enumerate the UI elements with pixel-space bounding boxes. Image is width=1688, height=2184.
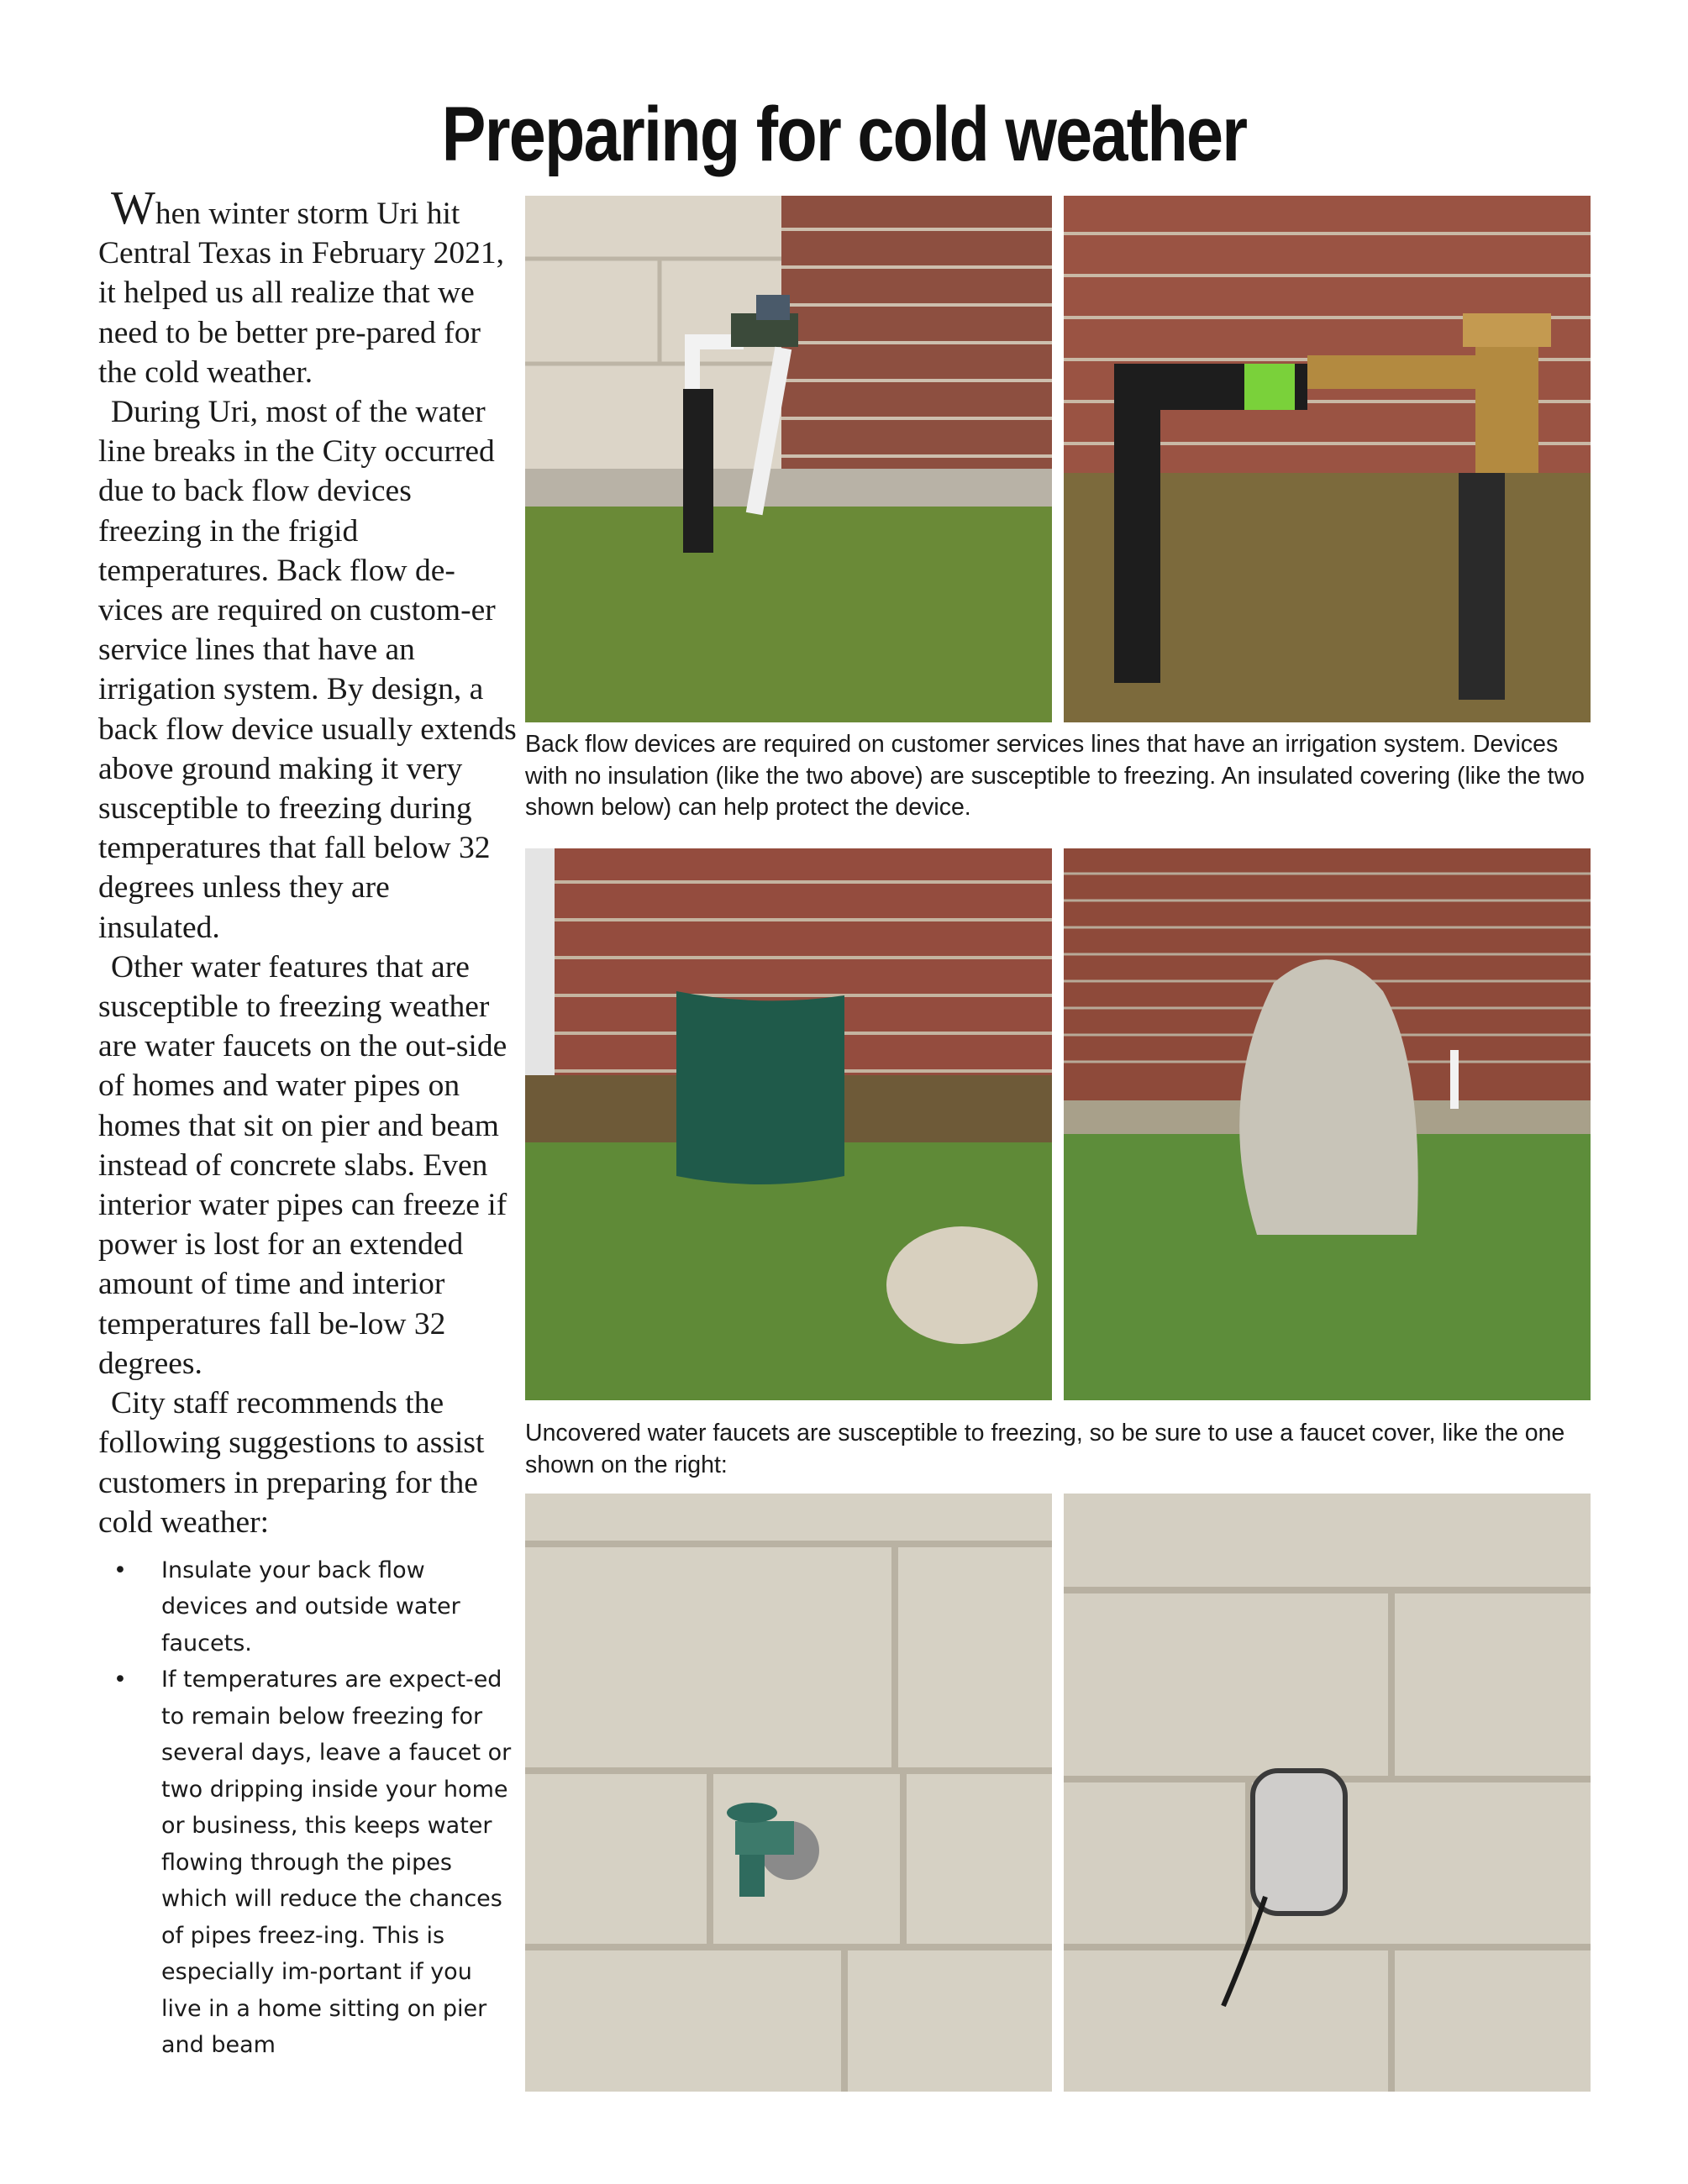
- photo-backflow-uninsulated-right: [1064, 196, 1591, 722]
- list-item: [98, 1662, 518, 2064]
- caption-backflow: Back flow devices are required on customer services lines that have an irrigation system. Devices with no insulation (like the two above) are susceptible to freezing. An insulated covering (like the two shown below) can help protect the device.: [525, 731, 1585, 821]
- bullet-dot: •: [113, 1557, 127, 1583]
- photo-backflow-uninsulated-left: [525, 196, 1052, 722]
- list-item: [98, 1552, 518, 1662]
- list-item-text: If temperatures are expect-ed to remain below freezing for several days, leave a faucet or two dripping inside your home or business, this keeps water flowing through the pipes which will reduce the chances of pipes freez-ing. This is especially im-portant if you live in a home sitting on pier and beam: [161, 1667, 512, 2059]
- article-paragraph-1: [98, 182, 518, 392]
- article-column: [98, 182, 518, 2064]
- list-item-text: Insulate your back flow devices and outside water faucets.: [161, 1557, 460, 1656]
- article-paragraph-3: Other water features that are susceptible to freezing weather are water faucets on the out-side of homes and water pipes on homes that sit on pier and beam instead of concrete slabs. Even interior water pipes can freeze if power is lost for an extended amount of time and interior temperatures fall be-low 32 degrees.: [98, 949, 507, 1381]
- photo-faucet-covered: [1064, 1494, 1591, 2092]
- bullet-dot: •: [113, 1667, 127, 1693]
- caption-faucet: Uncovered water faucets are susceptible to freezing, so be sure to use a faucet cover, like the one shown on the right:: [525, 1420, 1565, 1478]
- photo-backflow-rock-cover: [1064, 848, 1591, 1400]
- article-paragraph-2: During Uri, most of the water line breaks in the City occurred due to back flow devices freezing in the frigid temperatures. Back flow de-vices are required on custom-er service lines that have an irrigation system. By design, a back flow device usually extends above ground making it very susceptible to freezing during temperatures that fall below 32 degrees unless they are insulated.: [98, 395, 517, 945]
- drop-cap: W: [111, 182, 155, 234]
- article-paragraph-4: City staff recommends the following suggestions to assist customers in preparing for the cold weather:: [98, 1386, 485, 1540]
- page-title: Preparing for cold weather: [441, 92, 1247, 177]
- paragraph-1-text: hen winter storm Uri hit Central Texas in February 2021, it helped us all realize that we need to be better pre-pared for the cold weather.: [98, 197, 505, 390]
- photo-faucet-uncovered: [525, 1494, 1052, 2092]
- recommendation-list: [98, 1552, 518, 2064]
- photo-backflow-bag-cover: [525, 848, 1052, 1400]
